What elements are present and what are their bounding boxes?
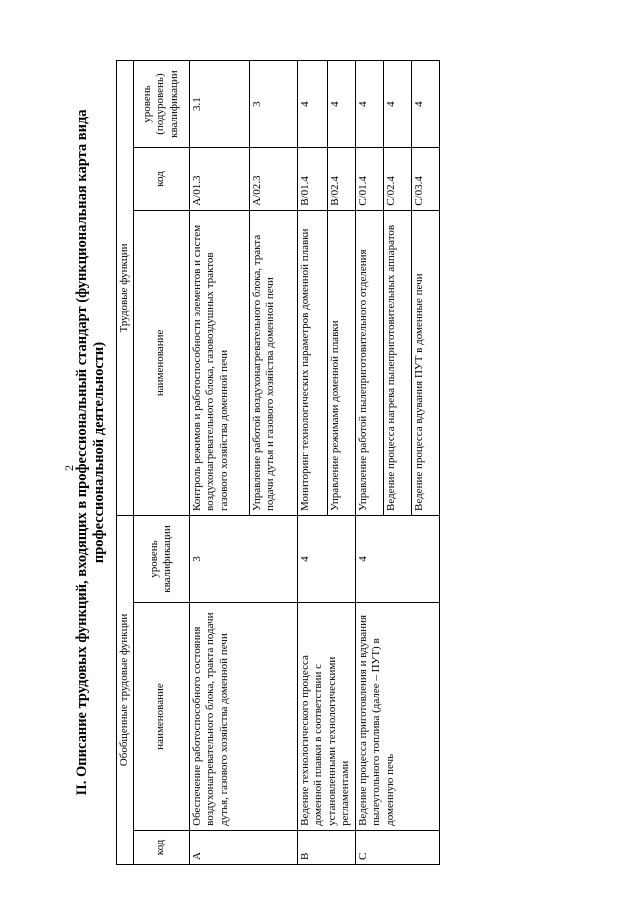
group-code: C [355, 830, 439, 864]
header-name-2: наименование [133, 210, 189, 515]
header-row-1 [117, 61, 134, 865]
header-level: уровень квалификации [133, 515, 189, 602]
header-labor-functions: Трудовые функции [117, 61, 134, 516]
function-level: 4 [297, 61, 327, 148]
section-title-line1: II. Описание трудовых функций, входящих в профессиональный стандарт (функциональная карта вида [74, 109, 90, 796]
group-name: Ведение технологического процесса доменной плавки в соответствии с установленными технологическими регламентами [297, 603, 355, 831]
function-level: 4 [383, 61, 411, 148]
table-row [355, 61, 383, 865]
function-name: Управление работой пылеприготовительного отделения [355, 210, 383, 515]
header-code-2: код [133, 148, 189, 211]
function-level: 3.1 [189, 61, 249, 148]
table-row [297, 61, 327, 865]
function-level: 4 [355, 61, 383, 148]
header-sublevel: уровень (подуровень) квалификации [133, 61, 189, 148]
header-row-2 [133, 61, 189, 865]
function-code: C/02.4 [383, 148, 411, 211]
function-code: C/03.4 [411, 148, 439, 211]
function-name: Мониторинг технологических параметров доменной плавки [297, 210, 327, 515]
function-name: Ведение процесса нагрева пылеприготовительных аппаратов [383, 210, 411, 515]
header-generalized: Обобщенные трудовые функции [117, 515, 134, 864]
function-name: Контроль режимов и работоспособности элементов и систем воздухонагревательного блока, газовоздушных трактов газового хозяйства доменной печи [189, 210, 249, 515]
function-level: 4 [327, 61, 355, 148]
function-name: Ведение процесса вдувания ПУТ в доменные печи [411, 210, 439, 515]
group-name: Ведение процесса приготовления и вдувания пылеугольного топлива (далее – ПУТ) в доменную печь [355, 603, 439, 831]
function-level: 4 [411, 61, 439, 148]
group-code: A [189, 830, 297, 864]
functional-map-table [116, 60, 440, 865]
header-name: наименование [133, 603, 189, 831]
page-number: 2 [62, 465, 76, 471]
function-name: Управление режимами доменной плавки [327, 210, 355, 515]
function-code: A/01.3 [189, 148, 249, 211]
header-code: код [133, 830, 189, 864]
function-code: B/02.4 [327, 148, 355, 211]
group-name: Обеспечение работоспособного состояния воздухонагревательного блока, тракта подачи дутья, газового хозяйства доменной печи [189, 603, 297, 831]
function-code: C/01.4 [355, 148, 383, 211]
group-code: B [297, 830, 355, 864]
function-name: Управление работой воздухонагревательного блока, тракта подачи дутья и газового хозяйства доменной печи [249, 210, 297, 515]
group-level: 4 [297, 515, 355, 602]
table-row [189, 61, 249, 865]
function-level: 3 [249, 61, 297, 148]
function-code: B/01.4 [297, 148, 327, 211]
section-title-line2: профессиональной деятельности) [91, 341, 107, 564]
function-code: A/02.3 [249, 148, 297, 211]
group-level: 4 [355, 515, 439, 602]
group-level: 3 [189, 515, 297, 602]
